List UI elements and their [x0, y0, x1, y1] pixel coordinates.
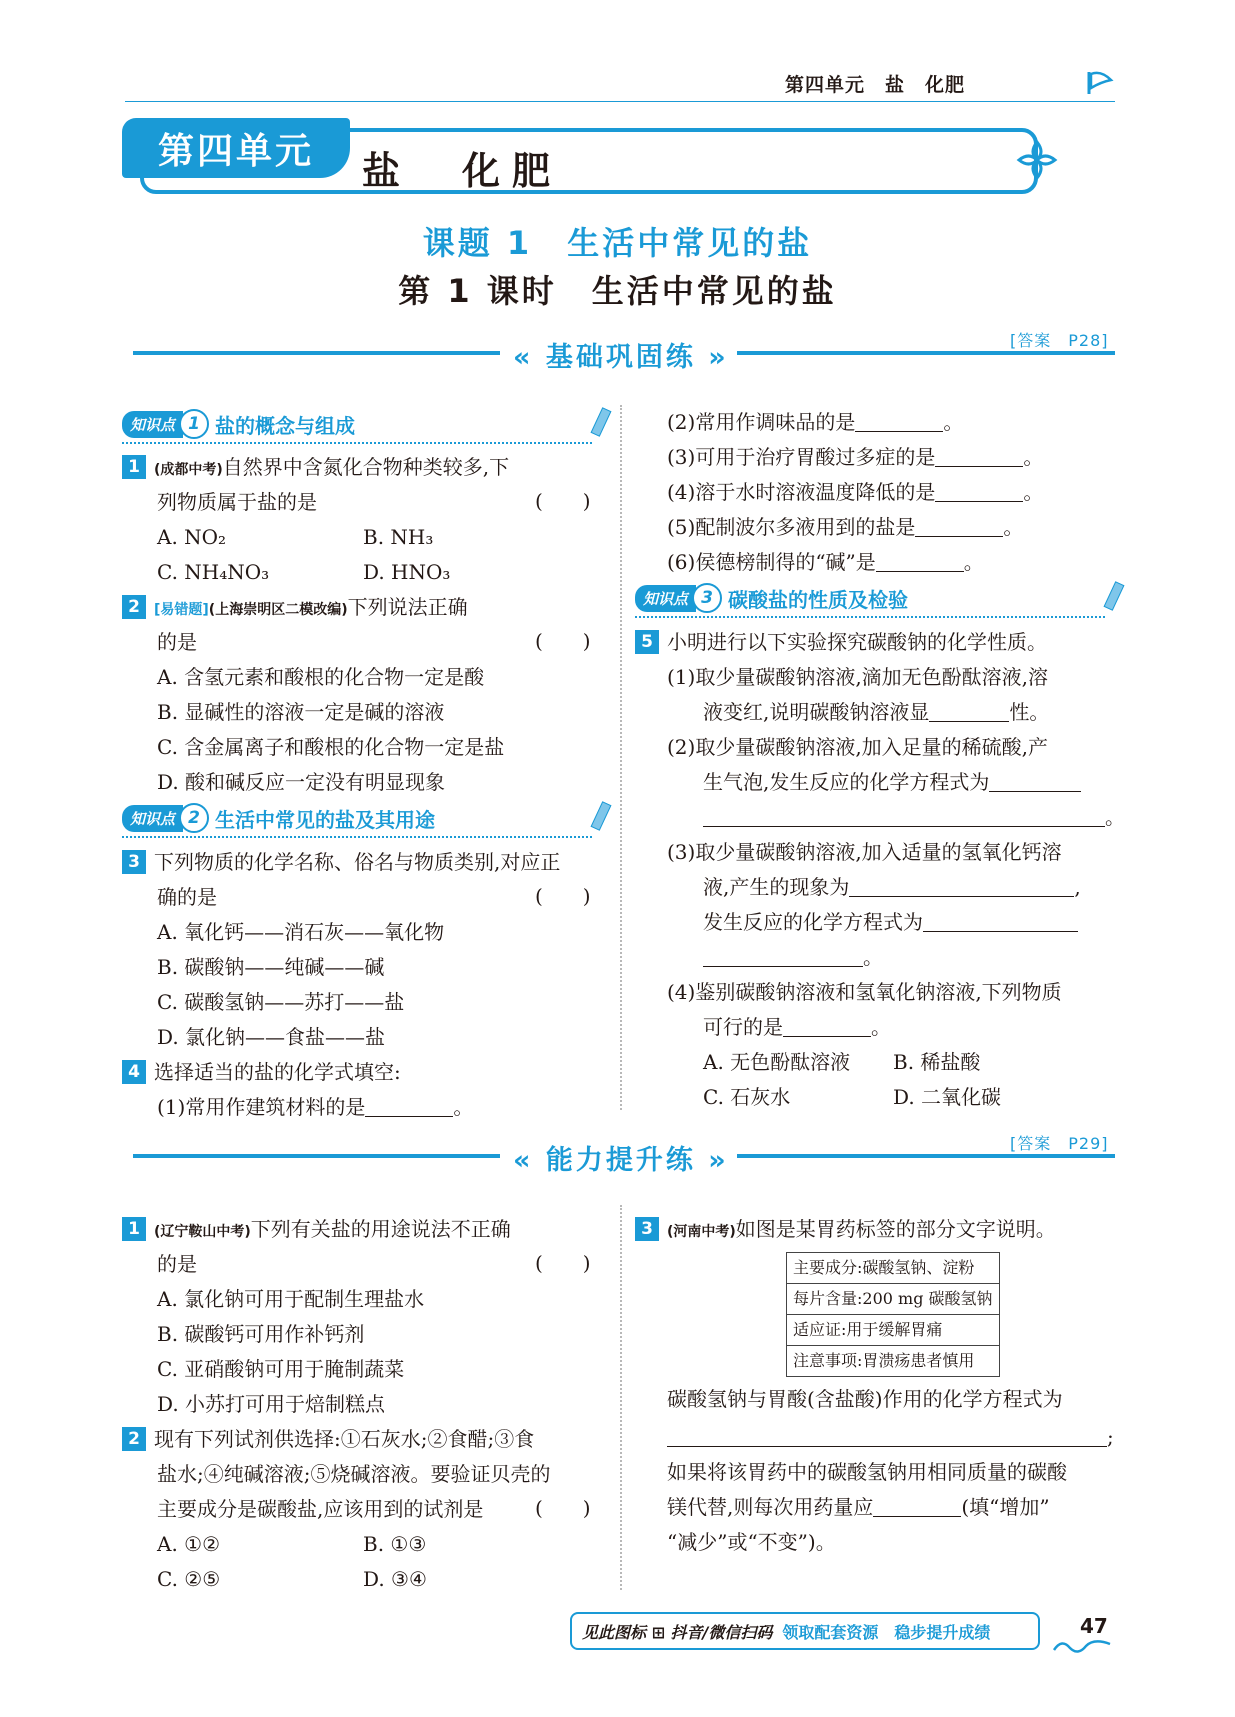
section-rule-right — [730, 351, 1115, 355]
question-3-part-1: 碳酸氢钠与胃酸(含盐酸)作用的化学方程式为 — [667, 1387, 1063, 1411]
answer-blank[interactable] — [703, 806, 1105, 827]
header-rule — [125, 101, 1115, 102]
section-rule-left — [133, 1154, 500, 1158]
question-3-stem-cont: 确的是 — [157, 885, 217, 909]
option-b: B. ①③ — [363, 1532, 427, 1556]
question-5-part-4-cont: 可行的是 。 — [703, 1015, 891, 1039]
option-b: B. 碳酸钠——纯碱——碱 — [157, 955, 385, 979]
pencil-icon — [591, 801, 612, 831]
question-2-stem-cont: 盐水;④纯碱溶液;⑤烧碱溶液。要验证贝壳的 — [157, 1462, 551, 1486]
question-2-stem: 2 现有下列试剂供选择:①石灰水;②食醋;③食 — [122, 1422, 534, 1456]
option-d: D. 氯化钠——食盐——盐 — [157, 1025, 386, 1049]
question-3-stem: 3 (河南中考)如图是某胃药标签的部分文字说明。 — [635, 1212, 1056, 1249]
knowledge-point-2 — [122, 802, 435, 834]
answer-paren: ( ) — [535, 489, 591, 513]
label-line: 适应证:用于缓解胃痛 — [787, 1315, 999, 1346]
question-3-part-2-cont: 镁代替,则每次用药量应 (填“增加” — [667, 1495, 1050, 1519]
question-5-part-3: (3)取少量碳酸钠溶液,加入适量的氢氧化钙溶 — [667, 840, 1062, 864]
question-4-part-1: (1)常用作建筑材料的是 。 — [157, 1095, 474, 1119]
option-d: D. ③④ — [363, 1567, 427, 1591]
answer-blank[interactable] — [929, 701, 1009, 722]
answer-blank[interactable] — [873, 1496, 961, 1517]
footer-banner — [570, 1612, 1040, 1650]
option-c: C. 石灰水 — [703, 1085, 791, 1109]
column-divider — [620, 1205, 622, 1590]
answer-blank[interactable] — [989, 771, 1081, 792]
question-1-stem-cont: 列物质属于盐的是 — [157, 490, 317, 514]
question-1-stem-cont: 的是 — [157, 1252, 197, 1276]
lesson-title: 课题 1 生活中常见的盐 — [422, 224, 813, 262]
section-rule-left — [133, 351, 500, 355]
option-c: C. ②⑤ — [157, 1567, 221, 1591]
answer-blank[interactable] — [849, 876, 1074, 897]
kp-tag: 知识点 — [635, 585, 696, 612]
kp-title: 盐的概念与组成 — [215, 413, 356, 438]
question-3-stem: 3 下列物质的化学名称、俗名与物质类别,对应正 — [122, 845, 560, 879]
question-5-part-2-cont: 生气泡,发生反应的化学方程式为 — [703, 765, 1081, 799]
chevron-right-icon: » — [708, 1145, 729, 1176]
question-3-part-1-line: ; — [667, 1420, 1114, 1454]
chevron-right-icon: » — [708, 342, 729, 373]
column-divider — [620, 405, 622, 1110]
option-a: A. 氧化钙——消石灰——氧化物 — [157, 920, 445, 944]
question-4-stem: 4 选择适当的盐的化学式填空: — [122, 1055, 401, 1089]
answer-blank[interactable] — [915, 516, 1003, 537]
label-line: 每片含量:200 mg 碳酸氢钠 — [787, 1284, 999, 1315]
option-d: D. HNO₃ — [363, 560, 451, 584]
answer-reference: [答案 P28] — [1010, 331, 1109, 350]
chevron-left-icon: « — [513, 1145, 534, 1176]
option-a: A. ①② — [157, 1532, 221, 1556]
question-2-stem: 2 [易错题](上海崇明区二模改编)下列说法正确 — [122, 590, 468, 627]
kp-tag: 知识点 — [122, 805, 183, 832]
answer-blank[interactable] — [876, 551, 964, 572]
answer-paren: ( ) — [535, 629, 591, 653]
question-1-stem: 1 (辽宁鞍山中考)下列有关盐的用途说法不正确 — [122, 1212, 511, 1249]
knowledge-point-3 — [635, 582, 908, 614]
answer-blank[interactable] — [855, 411, 943, 432]
answer-blank[interactable] — [703, 946, 863, 967]
option-c: C. 碳酸氢钠——苏打——盐 — [157, 990, 405, 1014]
option-b: B. NH₃ — [363, 525, 434, 549]
option-a: A. 氯化钠可用于配制生理盐水 — [157, 1287, 425, 1311]
question-2-stem-cont2: 主要成分是碳酸盐,应该用到的试剂是 — [157, 1497, 484, 1521]
question-1-stem: 1 (成都中考)自然界中含氮化合物种类较多,下 — [122, 450, 509, 487]
question-2-stem-cont: 的是 — [157, 630, 197, 654]
question-5-part-3-line: 。 — [703, 940, 883, 974]
answer-blank[interactable] — [935, 481, 1023, 502]
label-line: 注意事项:胃溃疡患者慎用 — [793, 1351, 975, 1370]
kp-number: 3 — [692, 583, 722, 613]
option-d: D. 酸和碱反应一定没有明显现象 — [157, 770, 446, 794]
option-a: A. 含氢元素和酸根的化合物一定是酸 — [157, 665, 485, 689]
label-line: 主要成分:碳酸氢钠、淀粉 — [787, 1253, 999, 1284]
answer-blank[interactable] — [783, 1016, 871, 1037]
pencil-icon — [591, 407, 612, 437]
unit-tab: 第四单元 — [122, 118, 350, 178]
period-title: 第 1 课时 生活中常见的盐 — [398, 272, 837, 310]
option-b: B. 显碱性的溶液一定是碱的溶液 — [157, 700, 445, 724]
option-d: D. 二氧化碳 — [893, 1085, 1002, 1109]
question-5-part-1-cont: 液变红,说明碳酸钠溶液显 性。 — [703, 700, 1050, 724]
section-title-advanced: « 能力提升练 » — [505, 1138, 737, 1177]
answer-reference: [答案 P29] — [1010, 1134, 1109, 1153]
option-a: A. NO₂ — [157, 525, 227, 549]
kp-tag: 知识点 — [122, 411, 183, 438]
answer-blank[interactable] — [935, 446, 1023, 467]
pencil-icon — [1104, 581, 1125, 611]
kp-title: 生活中常见的盐及其用途 — [215, 807, 436, 832]
question-5-part-3-cont: 液,产生的现象为 , — [703, 875, 1081, 899]
question-3-part-2-end: “减少”或“不变”)。 — [667, 1530, 836, 1554]
option-c: C. NH₄NO₃ — [157, 560, 270, 584]
flag-icon — [1085, 68, 1115, 98]
page-number: 47 — [1080, 1614, 1108, 1638]
question-5-part-3-eq: 发生反应的化学方程式为 — [703, 905, 1078, 939]
option-b: B. 稀盐酸 — [893, 1050, 981, 1074]
question-3-part-2: 如果将该胃药中的碳酸氢钠用相同质量的碳酸 — [667, 1460, 1067, 1484]
answer-paren: ( ) — [535, 1496, 591, 1520]
question-5-part-2-line: 。 — [703, 800, 1125, 834]
question-5-part-2: (2)取少量碳酸钠溶液,加入足量的稀硫酸,产 — [667, 735, 1049, 759]
footer-scan-text: 见此图标 ⊞ 抖音/微信扫码 — [582, 1622, 773, 1642]
running-title: 第四单元 盐 化肥 — [784, 74, 965, 96]
section-rule-right — [730, 1154, 1115, 1158]
medicine-label — [786, 1252, 1000, 1377]
kp-number: 1 — [179, 409, 209, 439]
answer-paren: ( ) — [535, 1251, 591, 1275]
question-5-stem: 5 小明进行以下实验探究碳酸钠的化学性质。 — [635, 625, 1047, 659]
option-b: B. 碳酸钙可用作补钙剂 — [157, 1322, 365, 1346]
option-c: C. 亚硝酸钠可用于腌制蔬菜 — [157, 1357, 405, 1381]
answer-blank[interactable] — [667, 1426, 1107, 1447]
kp-number: 2 — [179, 803, 209, 833]
unit-title: 盐 化肥 — [362, 149, 563, 193]
flower-ornament-icon — [1015, 138, 1059, 182]
section-title-basic: « 基础巩固练 » — [505, 335, 737, 374]
footer-resource-text: 领取配套资源 稳步提升成绩 — [782, 1622, 991, 1642]
chevron-left-icon: « — [513, 342, 534, 373]
option-d: D. 小苏打可用于焙制糕点 — [157, 1392, 386, 1416]
question-5-part-1: (1)取少量碳酸钠溶液,滴加无色酚酞溶液,溶 — [667, 665, 1049, 689]
answer-blank[interactable] — [365, 1096, 453, 1117]
question-4-part-6: (6)侯德榜制得的“碱”是 。 — [667, 550, 984, 574]
question-4-part-3: (3)可用于治疗胃酸过多症的是 。 — [667, 445, 1044, 469]
answer-paren: ( ) — [535, 884, 591, 908]
answer-blank[interactable] — [923, 911, 1078, 932]
question-4-part-5: (5)配制波尔多液用到的盐是 。 — [667, 515, 1024, 539]
option-a: A. 无色酚酞溶液 — [703, 1050, 851, 1074]
question-4-part-2: (2)常用作调味品的是 。 — [667, 410, 964, 434]
question-5-part-4: (4)鉴别碳酸钠溶液和氢氧化钠溶液,下列物质 — [667, 980, 1062, 1004]
knowledge-point-1 — [122, 408, 355, 440]
option-c: C. 含金属离子和酸根的化合物一定是盐 — [157, 735, 505, 759]
question-4-part-4: (4)溶于水时溶液温度降低的是 。 — [667, 480, 1044, 504]
kp-title: 碳酸盐的性质及检验 — [728, 587, 909, 612]
